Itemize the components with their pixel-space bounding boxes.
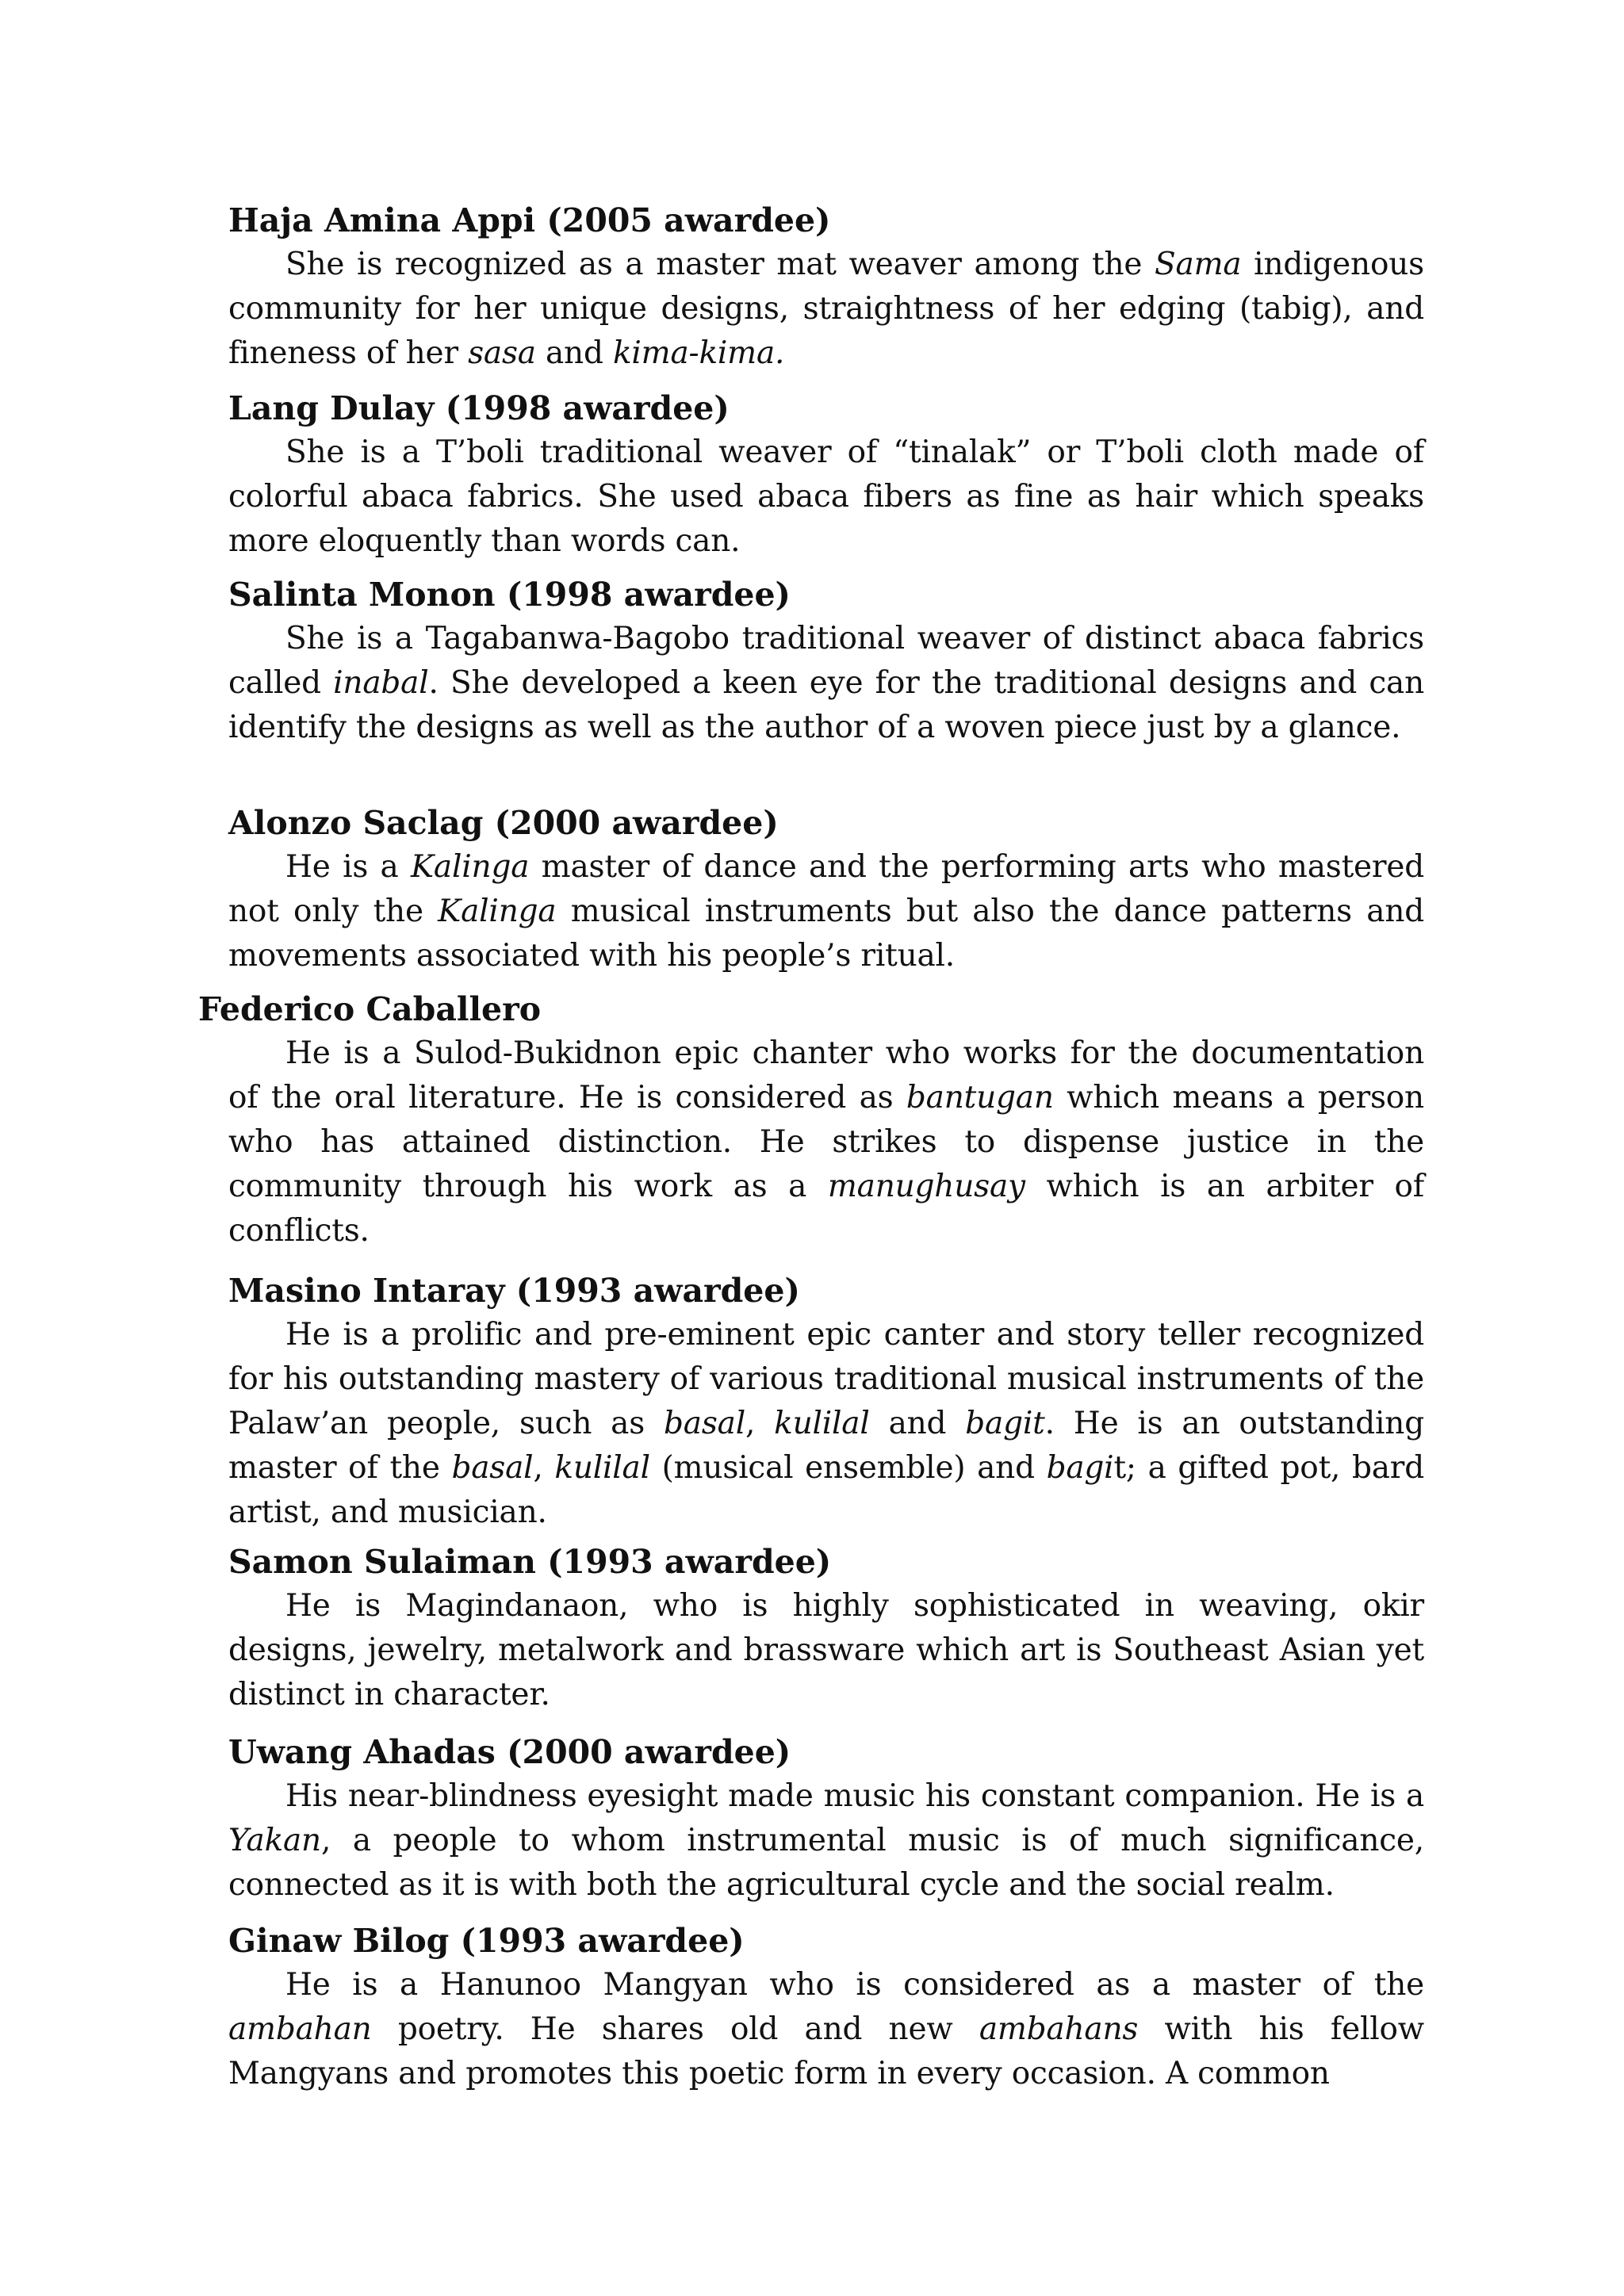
body-text: and (869, 1406, 966, 1441)
entry-heading: Alonzo Saclag (2000 awardee) (228, 804, 779, 842)
italic-term: Yakan (228, 1823, 321, 1858)
entry-body (228, 430, 1424, 564)
body-text: She is recognized as a master mat weaver among the (285, 247, 1155, 282)
body-text: and (535, 335, 613, 371)
italic-term: basal (451, 1450, 534, 1486)
entry-body (228, 1313, 1424, 1535)
italic-term: manughusay (827, 1169, 1025, 1204)
body-text: , (533, 1450, 555, 1486)
body-text: He is a (285, 849, 411, 885)
body-text: . He is an outstanding master of the (228, 1406, 1424, 1486)
body-text: She is a T’boli traditional weaver of “tinalak” or T’boli cloth made of colorful abaca fabrics. She used abaca fibers as fine as hair which speaks more eloquently than words can. (228, 434, 1424, 559)
body-text: with his fellow Mangyans and promotes this poetic form in every occasion. A common (228, 2011, 1424, 2091)
body-text: He is Magindanaon, who is highly sophisticated in weaving, okir designs, jewelry, metalwork and brassware which art is Southeast Asian yet distinct in character. (228, 1588, 1424, 1712)
entry-heading: Masino Intaray (1993 awardee) (228, 1272, 800, 1310)
entry-body (228, 1584, 1424, 1717)
italic-term: inabal (333, 665, 429, 701)
body-text: His near-blindness eyesight made music his constant companion. He is a (285, 1778, 1424, 1814)
body-text: indigenous community for her unique designs, straightness of her edging (tabig), and fineness of her (228, 247, 1424, 371)
entry-body (228, 243, 1424, 376)
italic-term: ambahans (979, 2011, 1139, 2047)
italic-term: Sama (1155, 247, 1242, 282)
body-text: which means a person who has attained distinction. He strikes to dispense justice in the community through his work as a (228, 1080, 1424, 1204)
italic-term: sasa (468, 335, 536, 371)
body-text: He is a Hanunoo Mangyan who is considered as a master of the (285, 1967, 1424, 2003)
entry-federico-caballero (198, 987, 1424, 1253)
body-text: She is a Tagabanwa-Bagobo traditional weaver of distinct abaca fabrics called (228, 621, 1424, 701)
body-text: (musical ensemble) and (649, 1450, 1047, 1486)
entry-body (228, 1774, 1424, 1908)
italic-term: kulilal (774, 1406, 870, 1441)
body-text: which is an arbiter of conflicts. (228, 1169, 1424, 1249)
body-text: t; a gifted pot, bard artist, and musician. (228, 1450, 1425, 1530)
body-text: . She developed a keen eye for the traditional designs and can identify the designs as well as the author of a woven piece just by a glance. (228, 665, 1424, 745)
italic-term: ambahan (228, 2011, 372, 2047)
entry-heading: Samon Sulaiman (1993 awardee) (228, 1543, 832, 1581)
entry-salinta-monon (228, 572, 1424, 750)
entry-uwang-ahadas (228, 1730, 1424, 1908)
entry-ginaw-bilog (228, 1919, 1424, 2096)
entry-haja-amina-appi (228, 198, 1424, 376)
body-text: master of dance and the performing arts who mastered not only the (228, 849, 1425, 929)
entry-alonzo-saclag (228, 801, 1424, 978)
entry-heading: Lang Dulay (1998 awardee) (228, 389, 730, 427)
entry-samon-sulaiman (228, 1540, 1424, 1717)
body-text: poetry. He shares old and new (371, 2011, 979, 2047)
italic-term: bagi (1046, 1450, 1114, 1486)
entry-body (228, 617, 1424, 750)
entry-masino-intaray (228, 1269, 1424, 1535)
entry-heading: Haja Amina Appi (2005 awardee) (228, 201, 831, 239)
italic-term: kulilal (554, 1450, 650, 1486)
body-text: , a people to whom instrumental music is of much significance, connected as it is with both the agricultural cycle and the social realm. (228, 1823, 1424, 1903)
entry-heading: Ginaw Bilog (1993 awardee) (228, 1922, 745, 1960)
body-text: He is a prolific and pre-eminent epic canter and story teller recognized for his outstanding mastery of various traditional musical instruments of the Palaw’an people, such as (228, 1317, 1424, 1441)
italic-term: Kalinga (411, 849, 530, 885)
entry-body (228, 1031, 1424, 1253)
body-text: He is a Sulod-Bukidnon epic chanter who works for the documentation of the oral literature. He is considered as (228, 1035, 1424, 1115)
entry-body (228, 1963, 1424, 2096)
italic-term: Kalinga (438, 894, 557, 929)
italic-term: bagit (965, 1406, 1045, 1441)
entry-lang-dulay (228, 386, 1424, 564)
italic-term: bantugan (906, 1080, 1054, 1115)
entry-heading: Uwang Ahadas (2000 awardee) (228, 1733, 791, 1771)
entry-body (228, 845, 1424, 978)
body-text: , (745, 1406, 775, 1441)
italic-term: basal (664, 1406, 745, 1441)
body-text: musical instruments but also the dance patterns and movements associated with his people’s ritual. (228, 894, 1425, 974)
italic-term: kima-kima. (612, 335, 785, 371)
entry-heading: Salinta Monon (1998 awardee) (228, 576, 791, 614)
entry-heading: Federico Caballero (198, 990, 542, 1028)
